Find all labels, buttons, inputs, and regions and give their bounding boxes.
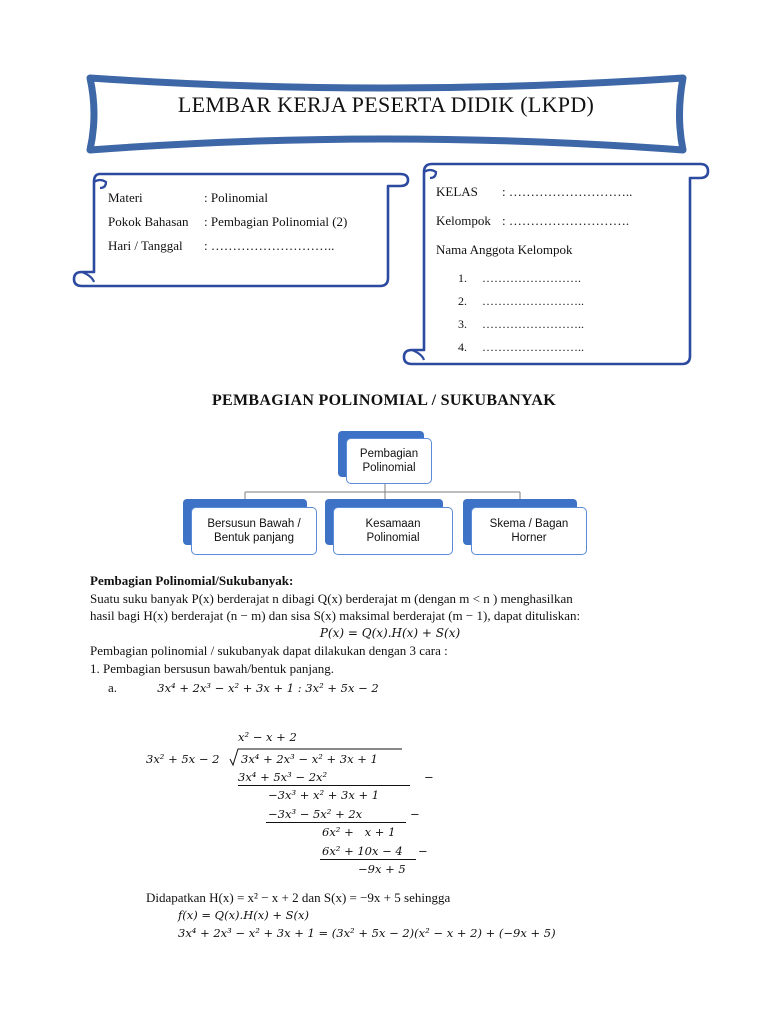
label-kelompok: Kelompok [436, 213, 491, 228]
value-kelompok: : ………………………. [502, 213, 630, 228]
list-item-a [90, 679, 690, 698]
member-item [458, 336, 584, 359]
ld-quotient: x² − x + 2 [238, 730, 297, 744]
diagram-child-label-1: Bersusun Bawah / Bentuk panjang [207, 518, 301, 544]
member-num: 2. [458, 294, 467, 308]
diagram-child-label-2: Kesamaan Polinomial [365, 518, 421, 544]
section-title: Pembagian Polinomial/Sukubanyak: [90, 573, 294, 588]
label-nama-anggota: Nama Anggota Kelompok [436, 242, 573, 257]
paragraph-1: Suatu suku banyak P(x) berderajat n dibagi Q(x) berderajat m (dengan m < n ) menghasilkan [90, 590, 573, 606]
info-left [108, 186, 347, 258]
member-list [458, 267, 584, 359]
ld-minus-2: − [410, 807, 420, 821]
value-pokok-bahasan: Pembagian Polinomial (2) [210, 214, 348, 229]
ld-step-1: 3x⁴ + 5x³ − 2x² [238, 770, 328, 784]
diagram-child-box-2 [333, 507, 453, 555]
diagram-root-label: Pembagian Polinomial [359, 448, 419, 474]
conclusion-line-1: Didapatkan H(x) = x² − x + 2 dan S(x) = −9x + 5 sehingga [146, 890, 451, 905]
label-hari-tanggal: Hari / Tanggal [108, 238, 183, 253]
member-num: 1. [458, 271, 467, 285]
paragraph-2: hasil bagi H(x) berderajat (n − m) dan sisa S(x) maksimal berderajat (m − 1), dapat dituliskan: [90, 608, 581, 623]
page-title: LEMBAR KERJA PESERTA DIDIK (LKPD) [177, 92, 595, 117]
ld-step-2: −3x³ − 5x² + 2x [268, 807, 363, 821]
info-right [436, 180, 632, 262]
info-row-pokok-bahasan [108, 210, 347, 234]
sep-hari-tanggal: : [204, 238, 208, 253]
sep-pokok-bahasan: : [204, 214, 208, 229]
member-value: ……………………. [482, 271, 581, 285]
ld-minus-1: − [424, 770, 434, 784]
member-num: 4. [458, 340, 467, 354]
value-materi: Polinomial [210, 190, 268, 205]
diagram-root-box [346, 438, 432, 484]
main-formula: P(x) = Q(x).H(x) + S(x) [319, 625, 461, 640]
ld-minus-3: − [418, 844, 428, 858]
member-value: …………………….. [482, 317, 584, 331]
conclusion-line-2: f(x) = Q(x).H(x) + S(x) [178, 908, 309, 922]
list-item-a-label: a. [108, 680, 118, 695]
info-row-kelas [436, 180, 632, 204]
ld-step-3: 6x² + 10x − 4 [322, 844, 403, 858]
label-pokok-bahasan: Pokok Bahasan [108, 214, 189, 229]
member-item [458, 313, 584, 336]
member-value: …………………….. [482, 340, 584, 354]
member-num: 3. [458, 317, 467, 331]
conclusion-line-3: 3x⁴ + 2x³ − x² + 3x + 1 = (3x² + 5x − 2)(x² − x + 2) + (−9x + 5) [178, 926, 556, 940]
info-row-materi [108, 186, 347, 210]
list-item-a-expr: 3x⁴ + 2x³ − x² + 3x + 1 : 3x² + 5x − 2 [157, 681, 379, 695]
ld-remainder-1: −3x³ + x² + 3x + 1 [268, 788, 380, 802]
paragraph-3: Pembagian polinomial / sukubanyak dapat dilakukan dengan 3 cara : [90, 643, 448, 658]
ld-remainder-3: −9x + 5 [358, 862, 406, 876]
ld-divisor: 3x² + 5x − 2 [146, 752, 220, 766]
sep-materi: : [204, 190, 208, 205]
info-row-kelompok [436, 209, 632, 233]
list-item-1: 1. Pembagian bersusun bawah/bentuk panjang. [90, 660, 335, 676]
diagram-child-box-3 [471, 507, 587, 555]
label-kelas: KELAS [436, 184, 478, 199]
member-item [458, 267, 584, 290]
ld-remainder-2: 6x² + x + 1 [322, 825, 396, 839]
value-hari-tanggal: ……………………….. [210, 238, 335, 253]
member-item [458, 290, 584, 313]
value-kelas: : ……………………….. [502, 184, 633, 199]
ld-dividend: 3x⁴ + 2x³ − x² + 3x + 1 [241, 752, 378, 766]
label-materi: Materi [108, 190, 143, 205]
section-body [90, 572, 690, 698]
info-row-hari-tanggal [108, 234, 347, 258]
diagram-child-label-3: Skema / Bagan Horner [489, 518, 569, 544]
member-value: …………………….. [482, 294, 584, 308]
section-heading: PEMBAGIAN POLINOMIAL / SUKUBANYAK [211, 392, 556, 409]
diagram-child-box-1 [191, 507, 317, 555]
